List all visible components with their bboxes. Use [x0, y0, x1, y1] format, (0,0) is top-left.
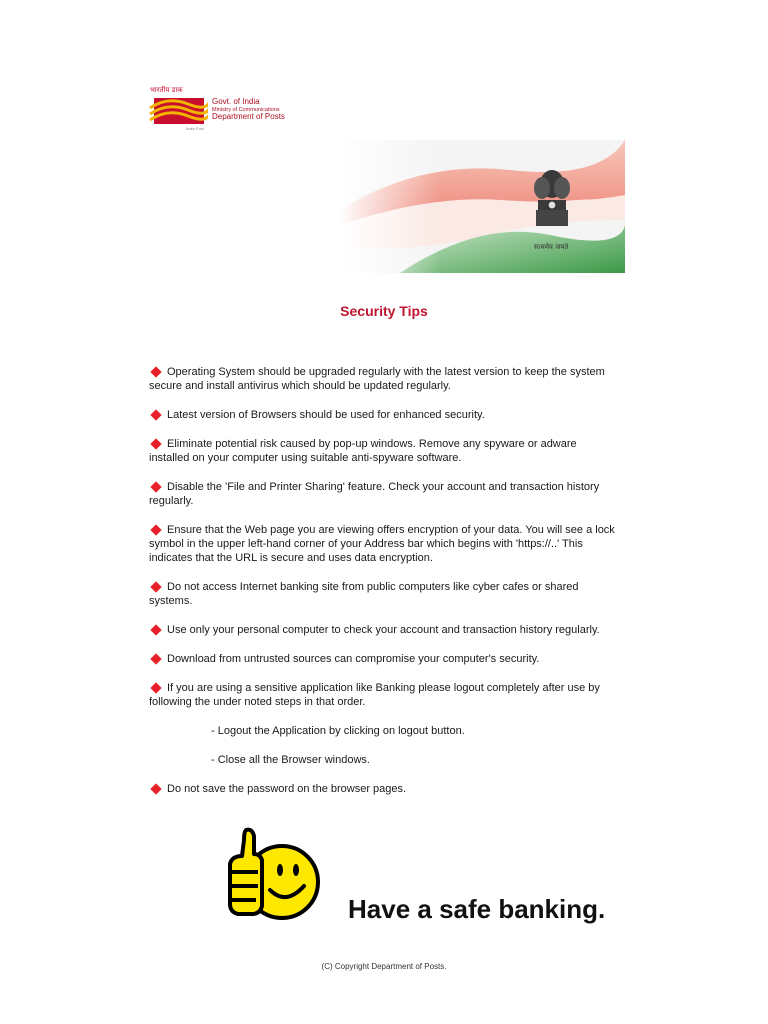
- logout-step: - Logout the Application by clicking on logout button.: [211, 725, 465, 737]
- page-title: Security Tips: [340, 303, 428, 319]
- emblem-motto-text: सत्यमेव जयते: [534, 243, 569, 251]
- tip-text: Disable the 'File and Printer Sharing' feature. Check your account and transaction history regularly.: [149, 481, 600, 507]
- india-post-logo: [148, 86, 298, 134]
- logout-step: - Close all the Browser windows.: [211, 754, 370, 766]
- red-diamond-bullet-icon: [150, 409, 161, 420]
- logo-text: [212, 98, 285, 122]
- red-diamond-bullet-icon: [150, 438, 161, 449]
- copyright-footer: (C) Copyright Department of Posts.: [321, 962, 447, 971]
- tip-item: [149, 782, 619, 796]
- tip-item: [149, 437, 619, 465]
- red-diamond-bullet-icon: [150, 581, 161, 592]
- security-tips-list: [149, 365, 619, 811]
- tip-text: If you are using a sensitive application like Banking please logout completely after use by following the under noted steps in that order.: [149, 682, 600, 708]
- flag-emblem-banner: [340, 140, 625, 273]
- red-diamond-bullet-icon: [150, 624, 161, 635]
- red-diamond-bullet-icon: [150, 524, 161, 535]
- ashoka-emblem-icon: [530, 164, 574, 252]
- tip-item: [149, 652, 619, 666]
- logo-hindi-text: भारतीय डाक: [150, 86, 183, 94]
- red-diamond-bullet-icon: [150, 481, 161, 492]
- red-diamond-bullet-icon: [150, 783, 161, 794]
- closing-message: Have a safe banking.: [348, 894, 606, 924]
- tip-item: [149, 408, 619, 422]
- tip-item: [149, 623, 619, 637]
- india-post-logo-icon: [148, 94, 208, 128]
- logo-govt-text: Govt. of India: [212, 97, 260, 106]
- tip-item: [149, 365, 619, 393]
- tip-text: Operating System should be upgraded regularly with the latest version to keep the system secure and install antivirus which should be updated regularly.: [149, 366, 605, 392]
- red-diamond-bullet-icon: [150, 682, 161, 693]
- tip-text: Latest version of Browsers should be used for enhanced security.: [167, 409, 485, 421]
- tip-text: Do not save the password on the browser pages.: [167, 783, 407, 795]
- tip-text: Ensure that the Web page you are viewing offers encryption of your data. You will see a lock symbol in the upper left-hand corner of your Address bar which begins with 'https://..' This indicates that the URL is secure and uses data encryption.: [149, 524, 615, 564]
- thumbs-up-smiley-icon: [226, 826, 322, 926]
- tip-text: Download from untrusted sources can compromise your computer's security.: [167, 653, 540, 665]
- tip-text: Eliminate potential risk caused by pop-up windows. Remove any spyware or adware installed on your computer using suitable anti-spyware software.: [149, 438, 577, 464]
- logo-ministry-text: Ministry of Communications: [212, 106, 280, 113]
- tip-item: [149, 523, 619, 565]
- tip-item: [149, 480, 619, 508]
- red-diamond-bullet-icon: [150, 366, 161, 377]
- red-diamond-bullet-icon: [150, 653, 161, 664]
- flag-wave-image: [340, 140, 625, 273]
- tip-item: [149, 580, 619, 608]
- tip-text: Do not access Internet banking site from public computers like cyber cafes or shared systems.: [149, 581, 579, 607]
- logo-department-text: Department of Posts: [212, 111, 285, 121]
- tip-item: [149, 681, 619, 709]
- tip-text: Use only your personal computer to check your account and transaction history regularly.: [167, 624, 600, 636]
- logo-sub-text: India Post: [186, 126, 204, 131]
